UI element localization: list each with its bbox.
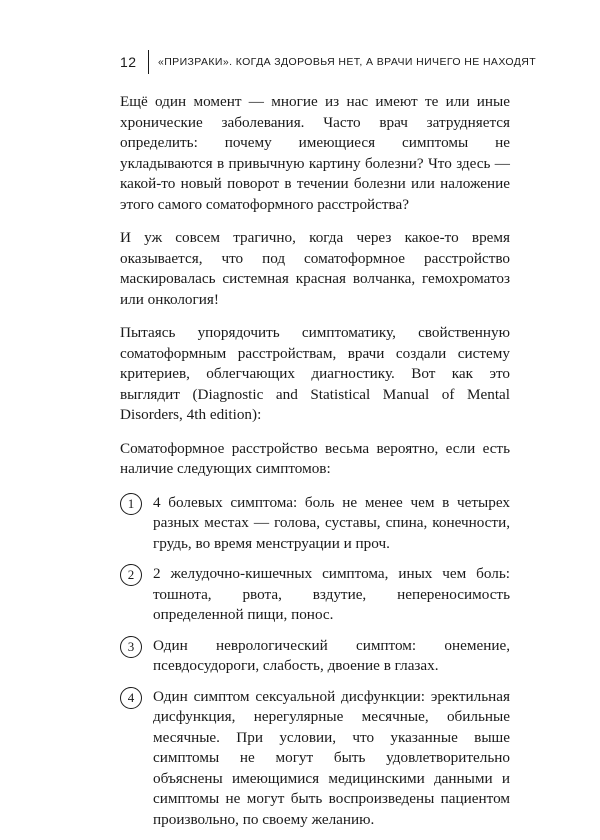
paragraph-list-intro: Соматоформное расстройство весьма вероятно, если есть наличие следующих симптомов: [120, 439, 510, 477]
list-item [120, 636, 510, 677]
list-item-text: 2 желудочно-кишечных симптома, иных чем боль: тошнота, рвота, вздутие, непереносимость определенной пищи, понос. [153, 565, 510, 623]
list-item [120, 564, 510, 626]
list-number-circle: 3 [120, 636, 142, 658]
header-divider [148, 50, 149, 74]
list-number-circle: 4 [120, 687, 142, 709]
running-header [120, 50, 537, 74]
list-item-text: 4 болевых симптома: боль не менее чем в четырех разных местах — голова, суставы, спина, конечности, грудь, во время менструации и проч. [153, 493, 510, 552]
paragraph-diagnostic-criteria: Пытаясь упорядочить симптоматику, свойственную соматоформным расстройствам, врачи создали систему критериев, облегчающих диагностику. Вот как это выглядит (Diagnostic and Statistical Manual of Mental Disorders, 4th edition): [120, 324, 510, 423]
list-item-text: Один неврологический симптом: онемение, псевдосудороги, слабость, двоение в глазах. [153, 636, 510, 674]
list-item [120, 493, 510, 555]
running-title: «ПРИЗРАКИ». КОГДА ЗДОРОВЬЯ НЕТ, А ВРАЧИ НИЧЕГО НЕ НАХОДЯТ [158, 56, 537, 68]
list-number-circle: 2 [120, 564, 142, 586]
paragraph-masked-diseases: И уж совсем трагично, когда через какое-то время оказывается, что под соматоформное расстройство маскировалась системная красная волчанка, гемохроматоз или онкология! [120, 229, 510, 308]
list-item [120, 687, 510, 831]
page-number: 12 [120, 54, 137, 70]
paragraph-chronic-diseases: Ещё один момент — многие из нас имеют те или иные хронические заболевания. Часто врач затрудняется определить: почему имеющиеся симптомы не укладываются в привычную картину болезни? Что здесь — какой-то новый поворот в течении болезни или наложение этого самого соматоформного расстройства? [120, 93, 510, 213]
symptom-criteria-list [120, 493, 510, 831]
page-body [120, 92, 510, 840]
list-number-circle: 1 [120, 493, 142, 515]
list-item-text: Один симптом сексуальной дисфункции: эректильная дисфункция, нерегулярные месячные, обильные месячные. При условии, что указанные выше симптомы не могут быть удовлетворительно объяснены имеющимися медицинскими данными и симптомы не могут быть воспроизведены пациентом произвольно, по своему желанию. [153, 687, 510, 828]
